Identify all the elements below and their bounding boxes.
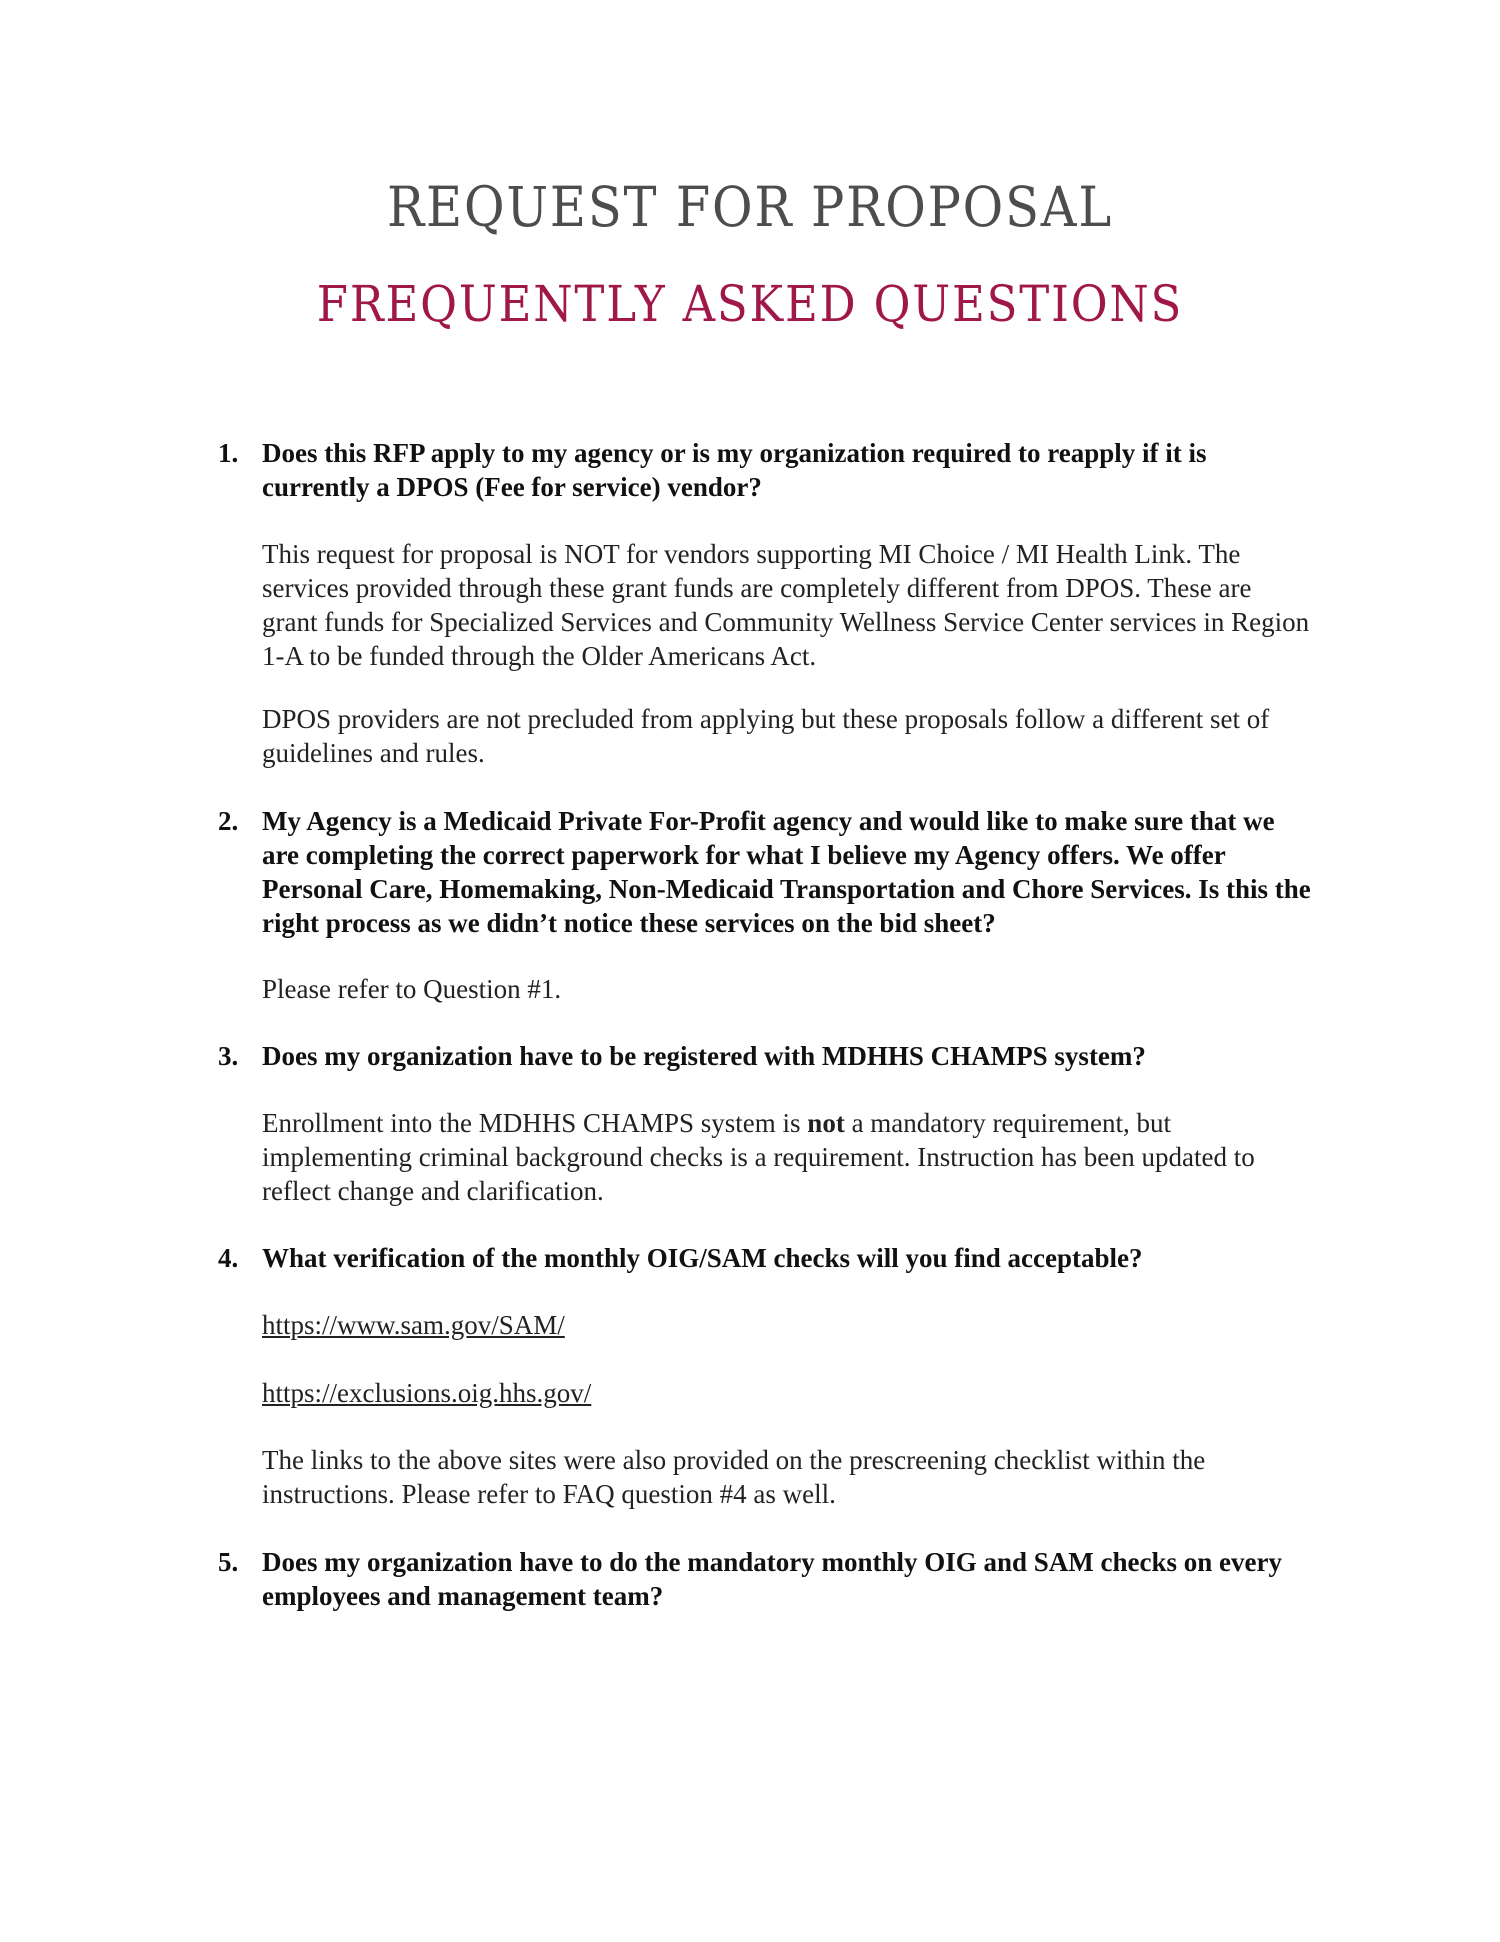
oig-exclusions-link[interactable]: https://exclusions.oig.hhs.gov/	[262, 1378, 592, 1408]
question-text: Does this RFP apply to my agency or is my organization required to reapply if it is currently a DPOS (Fee for service) vendor?	[262, 438, 1207, 502]
faq-answer-2: Please refer to Question #1.	[262, 974, 562, 1004]
question-text: My Agency is a Medicaid Private For-Profit agency and would like to make sure that we are completing the correct paperwork for what I believe my Agency offers. We offer Personal Care, Homemaking, Non-Medicaid Transportation and Chore Services. Is this the right process as we didn’t notice these services on the bid sheet?	[262, 806, 1311, 938]
document-title: REQUEST FOR PROPOSAL	[386, 175, 1113, 239]
faq-question-2	[218, 804, 1312, 940]
question-text: Does my organization have to be registered with MDHHS CHAMPS system?	[262, 1041, 1146, 1071]
question-text: What verification of the monthly OIG/SAM checks will you find acceptable?	[262, 1243, 1143, 1273]
faq-answer-4: The links to the above sites were also provided on the prescreening checklist within the instructions. Please refer to FAQ question #4 as well.	[262, 1445, 1206, 1509]
question-number: 3.	[218, 1041, 239, 1071]
faq-answer-1a: This request for proposal is NOT for vendors supporting MI Choice / MI Health Link. The services provided through these grant funds are completely different from DPOS. These are grant funds for Specialized Services and Community Wellness Service Center services in Region 1-A to be funded through the Older Americans Act.	[262, 539, 1310, 671]
faq-question-5	[218, 1545, 1312, 1613]
question-text: Does my organization have to do the mandatory monthly OIG and SAM checks on every employees and management team?	[262, 1547, 1282, 1611]
question-number: 1.	[218, 438, 239, 468]
answer-text: Enrollment into the MDHHS CHAMPS system is	[262, 1108, 808, 1138]
question-number: 5.	[218, 1547, 239, 1577]
answer-emphasis: not	[807, 1108, 845, 1138]
faq-answer-3	[262, 1106, 1312, 1208]
question-number: 4.	[218, 1243, 239, 1273]
answer-text: a mandatory requirement, but implementing criminal background checks is a requirement. Instruction has been updated to reflect change and clarification.	[262, 1108, 1255, 1206]
sam-link[interactable]: https://www.sam.gov/SAM/	[262, 1310, 565, 1340]
faq-question-3	[218, 1039, 1312, 1073]
faq-question-4	[218, 1241, 1312, 1275]
faq-answer-1b: DPOS providers are not precluded from applying but these proposals follow a different set of guidelines and rules.	[262, 704, 1270, 768]
document-subtitle: FREQUENTLY ASKED QUESTIONS	[316, 275, 1184, 333]
question-number: 2.	[218, 806, 239, 836]
faq-question-1	[218, 436, 1312, 504]
